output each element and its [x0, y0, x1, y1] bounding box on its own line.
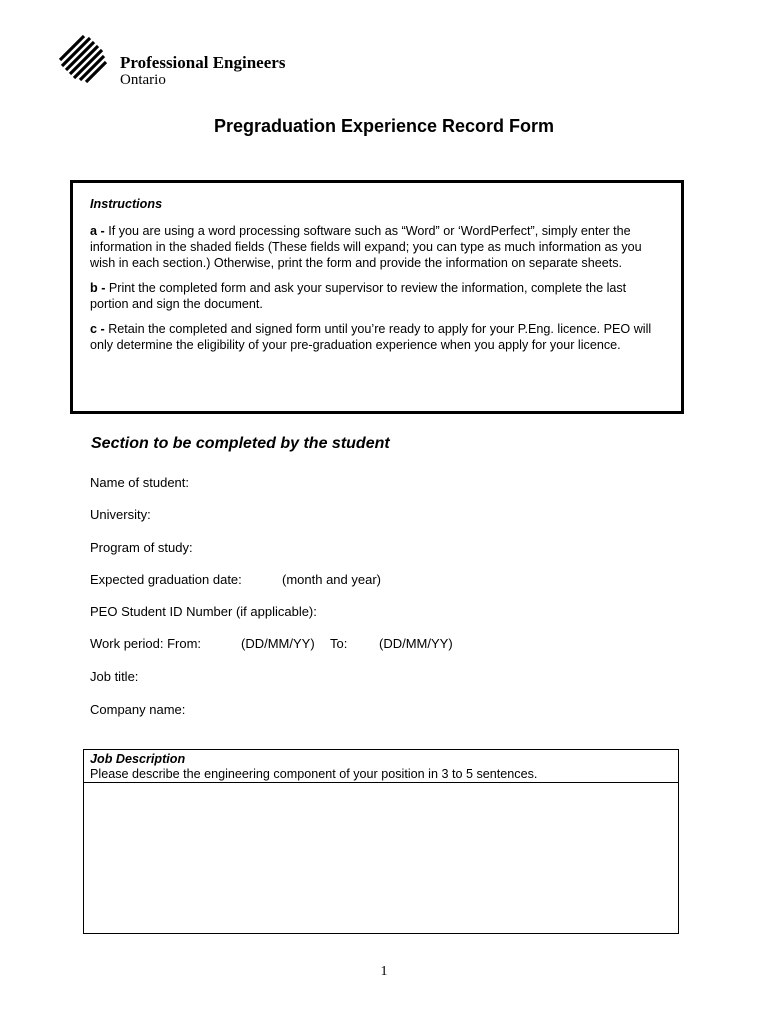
university-label: University: [90, 507, 151, 522]
company-name-label: Company name: [90, 702, 186, 717]
peo-student-id-field[interactable] [90, 604, 317, 619]
org-name: Professional Engineers [120, 53, 286, 72]
peo-logo [58, 34, 298, 94]
instruction-c [90, 321, 665, 353]
job-description-heading: Job Description [90, 752, 186, 766]
instruction-b [90, 280, 665, 312]
work-to-label: To: [330, 636, 348, 651]
job-description-header [84, 750, 678, 783]
work-period-field[interactable] [90, 636, 490, 654]
program-of-study-field[interactable] [90, 540, 193, 555]
instruction-a-label: a - [90, 224, 105, 238]
instructions-box [70, 180, 684, 414]
instruction-a [90, 223, 665, 271]
university-field[interactable] [90, 507, 151, 522]
instruction-b-label: b - [90, 281, 106, 295]
job-description-box [83, 749, 679, 934]
job-title-label: Job title: [90, 669, 139, 684]
work-from-label: Work period: From: [90, 636, 202, 651]
instructions-heading: Instructions [90, 197, 163, 211]
instruction-c-text: Retain the completed and signed form until you’re ready to apply for your P.Eng. licence. PEO will only determine the eligibility of your pre-graduation experience when you apply for your licence. [90, 322, 652, 352]
program-of-study-label: Program of study: [90, 540, 193, 555]
instruction-a-text: If you are using a word processing software such as “Word” or ‘WordPerfect”, simply enter the information in the shaded fields (These fields will expand; you can type as much information as you wish in each section.) Otherwise, print the form and provide the information on separate sheets. [90, 224, 642, 270]
graduation-date-field[interactable] [90, 572, 410, 590]
org-subtitle: Ontario [120, 72, 166, 88]
instruction-b-text: Print the completed form and ask your supervisor to review the information, complete the last portion and sign the document. [90, 281, 627, 311]
name-of-student-label: Name of student: [90, 475, 189, 490]
page-title: Pregraduation Experience Record Form [213, 116, 555, 136]
work-to-hint: (DD/MM/YY) [379, 636, 453, 651]
page-number: 1 [380, 964, 388, 979]
peo-student-id-label: PEO Student ID Number (if applicable): [90, 604, 317, 619]
graduation-date-label: Expected graduation date: [90, 572, 242, 587]
job-description-input-area[interactable] [84, 783, 678, 933]
name-of-student-field[interactable] [90, 475, 189, 490]
graduation-date-hint: (month and year) [282, 572, 381, 587]
instruction-c-label: c - [90, 322, 105, 336]
peo-logo-icon [58, 34, 110, 88]
student-section-heading: Section to be completed by the student [91, 435, 390, 452]
work-from-hint: (DD/MM/YY) [241, 636, 315, 651]
job-title-field[interactable] [90, 669, 138, 684]
company-name-field[interactable] [90, 702, 185, 717]
job-description-prompt: Please describe the engineering component of your position in 3 to 5 sentences. [90, 767, 538, 781]
